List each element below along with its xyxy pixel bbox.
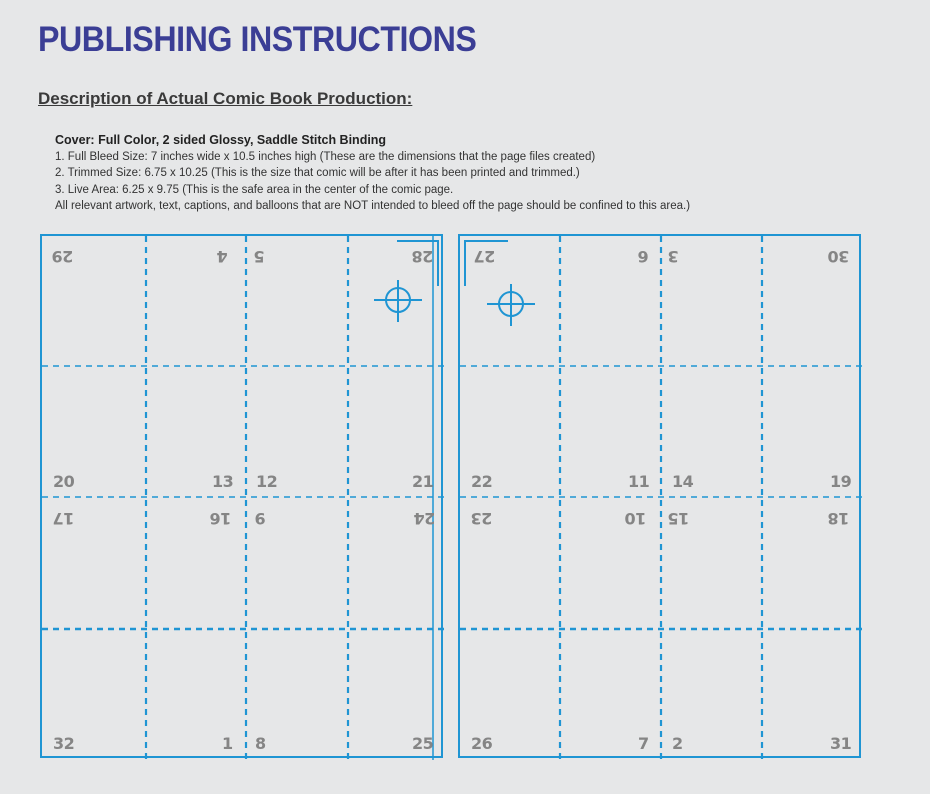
spec-item-bleed: 1. Full Bleed Size: 7 inches wide x 10.5 inches high (These are the dimensions that the page files created) [55, 150, 596, 163]
page-number: 20 [53, 472, 75, 491]
page-number: 3 [668, 247, 679, 266]
right-sheet-guides [460, 236, 863, 760]
section-subtitle: Description of Actual Comic Book Production: [38, 89, 413, 108]
registration-mark-icon [374, 280, 422, 322]
page-number: 21 [412, 472, 434, 491]
page-number: 11 [628, 472, 650, 491]
spec-item-live-area: 3. Live Area: 6.25 x 9.75 (This is the safe area in the center of the comic page. [55, 183, 454, 196]
page-number: 13 [212, 472, 234, 491]
page-number: 6 [638, 247, 649, 266]
production-specs [55, 132, 690, 215]
spec-item-live-area-note: All relevant artwork, text, captions, and balloons that are NOT intended to bleed off the page should be confined to this area.) [55, 200, 691, 212]
page-title: PUBLISHING INSTRUCTIONS [38, 20, 477, 59]
page-number: 7 [638, 734, 649, 753]
page-number: 12 [256, 472, 278, 491]
page-number: 25 [412, 734, 434, 753]
page-number: 23 [471, 509, 493, 528]
page-number: 18 [828, 509, 850, 528]
left-sheet-guides [42, 236, 445, 760]
page-number: 26 [471, 734, 493, 753]
page-number: 10 [625, 509, 647, 528]
spec-item-trim: 2. Trimmed Size: 6.75 x 10.25 (This is the size that comic will be after it has been printed and trimmed.) [55, 167, 580, 179]
page-number: 2 [672, 734, 683, 753]
page-number: 17 [53, 509, 75, 528]
page-number: 14 [672, 472, 694, 491]
page-number: 1 [222, 734, 233, 753]
page-number: 9 [255, 509, 266, 528]
page-number: 24 [414, 509, 436, 528]
page-number: 28 [412, 247, 434, 266]
page-number: 15 [668, 509, 690, 528]
page-number: 4 [217, 247, 228, 266]
cover-spec: Cover: Full Color, 2 sided Glossy, Saddle Stitch Binding [55, 133, 387, 147]
left-imposition-sheet [40, 234, 443, 758]
page-number: 19 [830, 472, 852, 491]
page-number: 22 [471, 472, 493, 491]
page-number: 8 [255, 734, 266, 753]
page-number: 30 [828, 247, 850, 266]
page-number: 5 [254, 247, 265, 266]
page-number: 31 [830, 734, 852, 753]
page-number: 27 [474, 247, 496, 266]
registration-mark-icon [487, 284, 535, 326]
page-number: 16 [210, 509, 232, 528]
right-imposition-sheet [458, 234, 861, 758]
page-number: 32 [53, 734, 75, 753]
page-number: 29 [52, 247, 74, 266]
